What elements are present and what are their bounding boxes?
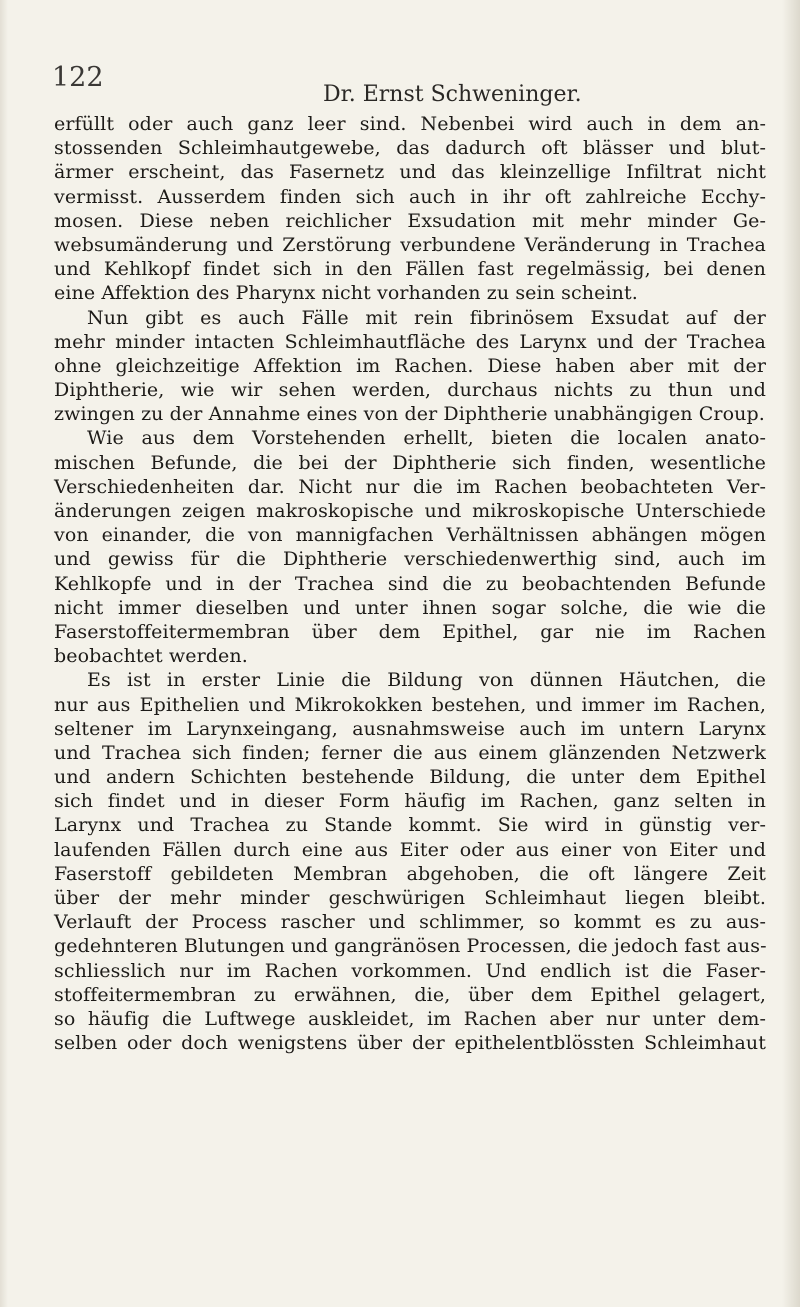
text-line: über der mehr minder geschwürigen Schleimhaut liegen bleibt. xyxy=(54,887,766,909)
text-line: Verlauft der Process rascher und schlimmer, so kommt es zu aus- xyxy=(54,911,766,934)
text-line: Faserstoff gebildeten Membran abgehoben, die oft längere Zeit xyxy=(54,862,766,885)
page-number: 122 xyxy=(52,62,104,93)
text-line: und Kehlkopf findet sich in den Fällen fast regelmässig, bei denen xyxy=(54,258,766,281)
text-line: zwingen zu der Annahme eines von der Diphtherie unabhängigen Croup. xyxy=(54,403,765,426)
text-line: stoffeitermembran zu erwähnen, die, über dem Epithel gelagert, xyxy=(54,983,766,1006)
text-line: so häufig die Luftwege auskleidet, im Rachen aber nur unter dem- xyxy=(54,1007,766,1030)
text-line: beobachtet werden. xyxy=(54,645,248,668)
text-line: websumänderung und Zerstörung verbundene Veränderung in Trachea xyxy=(54,233,766,256)
paragraph-start-line: Es ist in erster Linie die Bildung von dünnen Häutchen, die xyxy=(87,669,766,692)
text-line: ärmer erscheint, das Fasernetz und das kleinzellige Infiltrat nicht xyxy=(54,161,766,184)
text-line: und gewiss für die Diphtherie verschiedenwerthig sind, auch im xyxy=(54,548,766,571)
text-line: sich findet und in dieser Form häufig im Rachen, ganz selten in xyxy=(54,790,766,813)
text-line: von einander, die von mannigfachen Verhältnissen abhängen mögen xyxy=(54,524,766,547)
text-line: gedehnteren Blutungen und gangränösen Processen, die jedoch fast aus- xyxy=(54,935,767,958)
text-line: nur aus Epithelien und Mikrokokken bestehen, und immer im Rachen, xyxy=(54,693,766,716)
text-line: schliesslich nur im Rachen vorkommen. Und endlich ist die Faser- xyxy=(54,959,766,982)
text-line: Diphtherie, wie wir sehen werden, durchaus nichts zu thun und xyxy=(54,379,766,402)
text-line: änderungen zeigen makroskopische und mikroskopische Unterschiede xyxy=(54,500,766,522)
text-line: ohne gleichzeitige Affektion im Rachen. Diese haben aber mit der xyxy=(54,354,766,377)
text-line: mischen Befunde, die bei der Diphtherie sich finden, wesentliche xyxy=(54,451,766,474)
text-line: nicht immer dieselben und unter ihnen sogar solche, die wie die xyxy=(54,596,766,619)
text-line: Verschiedenheiten dar. Nicht nur die im Rachen beobachteten Ver- xyxy=(54,475,766,498)
text-line: stossenden Schleimhautgewebe, das dadurch oft blässer und blut- xyxy=(54,137,766,160)
page-gutter-shadow xyxy=(0,0,8,1307)
text-line: Kehlkopfe und in der Trachea sind die zu beobachtenden Befunde xyxy=(54,572,766,595)
paragraph-start-line: Wie aus dem Vorstehenden erhellt, bieten die localen anato- xyxy=(87,427,766,450)
text-line: laufenden Fällen durch eine aus Eiter oder aus einer von Eiter und xyxy=(54,838,766,861)
body-text xyxy=(54,112,766,1055)
text-line: Larynx und Trachea zu Stande kommt. Sie wird in günstig ver- xyxy=(54,814,766,837)
text-line: selben oder doch wenigstens über der epithelentblössten Schleimhaut xyxy=(54,1032,766,1055)
text-line: seltener im Larynxeingang, ausnahmsweise auch im untern Larynx xyxy=(54,717,766,740)
text-line: erfüllt oder auch ganz leer sind. Nebenbei wird auch in dem an- xyxy=(54,113,766,135)
text-line: und Trachea sich finden; ferner die aus einem glänzenden Netzwerk xyxy=(54,741,766,764)
paragraph-start-line: Nun gibt es auch Fälle mit rein fibrinösem Exsudat auf der xyxy=(87,306,766,329)
text-line: und andern Schichten bestehende Bildung, die unter dem Epithel xyxy=(54,766,766,789)
text-line: vermisst. Ausserdem finden sich auch in ihr oft zahlreiche Ecchy- xyxy=(54,185,766,208)
page-edge-shadow xyxy=(782,0,800,1307)
text-line: mosen. Diese neben reichlicher Exsudation mit mehr minder Ge- xyxy=(54,209,766,232)
text-line: Faserstoffeitermembran über dem Epithel, gar nie im Rachen xyxy=(54,620,766,643)
text-line: eine Affektion des Pharynx nicht vorhanden zu sein scheint. xyxy=(54,282,638,305)
running-head: Dr. Ernst Schweninger. xyxy=(323,82,582,107)
text-line: mehr minder intacten Schleimhautfläche des Larynx und der Trachea xyxy=(54,330,766,353)
